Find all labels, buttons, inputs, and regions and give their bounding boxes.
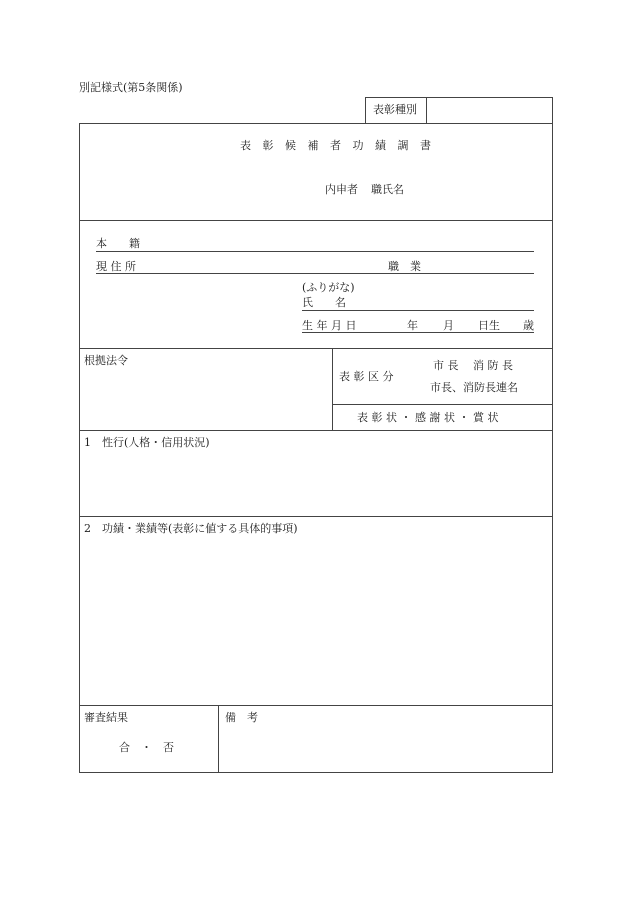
address-label: 現 住 所 <box>96 260 136 273</box>
award-forms: 表 彰 状 ・ 感 謝 状 ・ 賞 状 <box>357 411 499 424</box>
birth-day-label: 日生 <box>478 319 500 332</box>
section-character-label: 1 性行(人格・信用状況) <box>84 436 210 449</box>
award-category-label: 表 彰 区 分 <box>339 370 394 383</box>
honseki-underline <box>96 251 534 252</box>
furigana-label: (ふりがな) <box>302 281 355 294</box>
divider-section2 <box>79 705 552 706</box>
occupation-label: 職 業 <box>388 260 421 273</box>
category-option-1: 市 長 消 防 長 <box>433 359 513 372</box>
review-divider <box>218 705 219 772</box>
category-option-2: 市長、消防長連名 <box>430 381 518 394</box>
address-underline <box>96 273 534 274</box>
name-underline <box>302 310 534 311</box>
award-type-divider <box>426 97 427 123</box>
age-label: 歳 <box>523 319 534 332</box>
form-label: 別記様式(第5条関係) <box>79 81 183 94</box>
form-title: 表 彰 候 補 者 功 績 調 書 <box>240 139 435 152</box>
applicant-name-label: 職氏名 <box>371 183 404 196</box>
award-type-field[interactable] <box>432 104 547 116</box>
honseki-label: 本 籍 <box>96 237 140 250</box>
divider-section1 <box>79 516 552 517</box>
birth-year-label: 年 <box>407 319 418 332</box>
legal-basis-label: 根拠法令 <box>84 354 128 367</box>
name-label: 氏 名 <box>302 296 346 309</box>
remarks-label: 備 考 <box>225 711 258 724</box>
divider-legal <box>79 430 552 431</box>
birthdate-label: 生 年 月 日 <box>302 319 357 332</box>
award-type-label: 表彰種別 <box>373 103 417 116</box>
divider-header <box>79 220 552 221</box>
birth-month-label: 月 <box>443 319 454 332</box>
birthdate-underline <box>302 332 534 333</box>
legal-divider <box>332 348 333 430</box>
divider-personal <box>79 348 552 349</box>
divider-category <box>332 404 552 405</box>
review-result-options: 合 ・ 否 <box>119 741 174 754</box>
review-result-label: 審査結果 <box>84 711 128 724</box>
section-achievements-label: 2 功績・業績等(表彰に値する具体的事項) <box>84 522 298 535</box>
applicant-label: 内申者 <box>325 183 358 196</box>
